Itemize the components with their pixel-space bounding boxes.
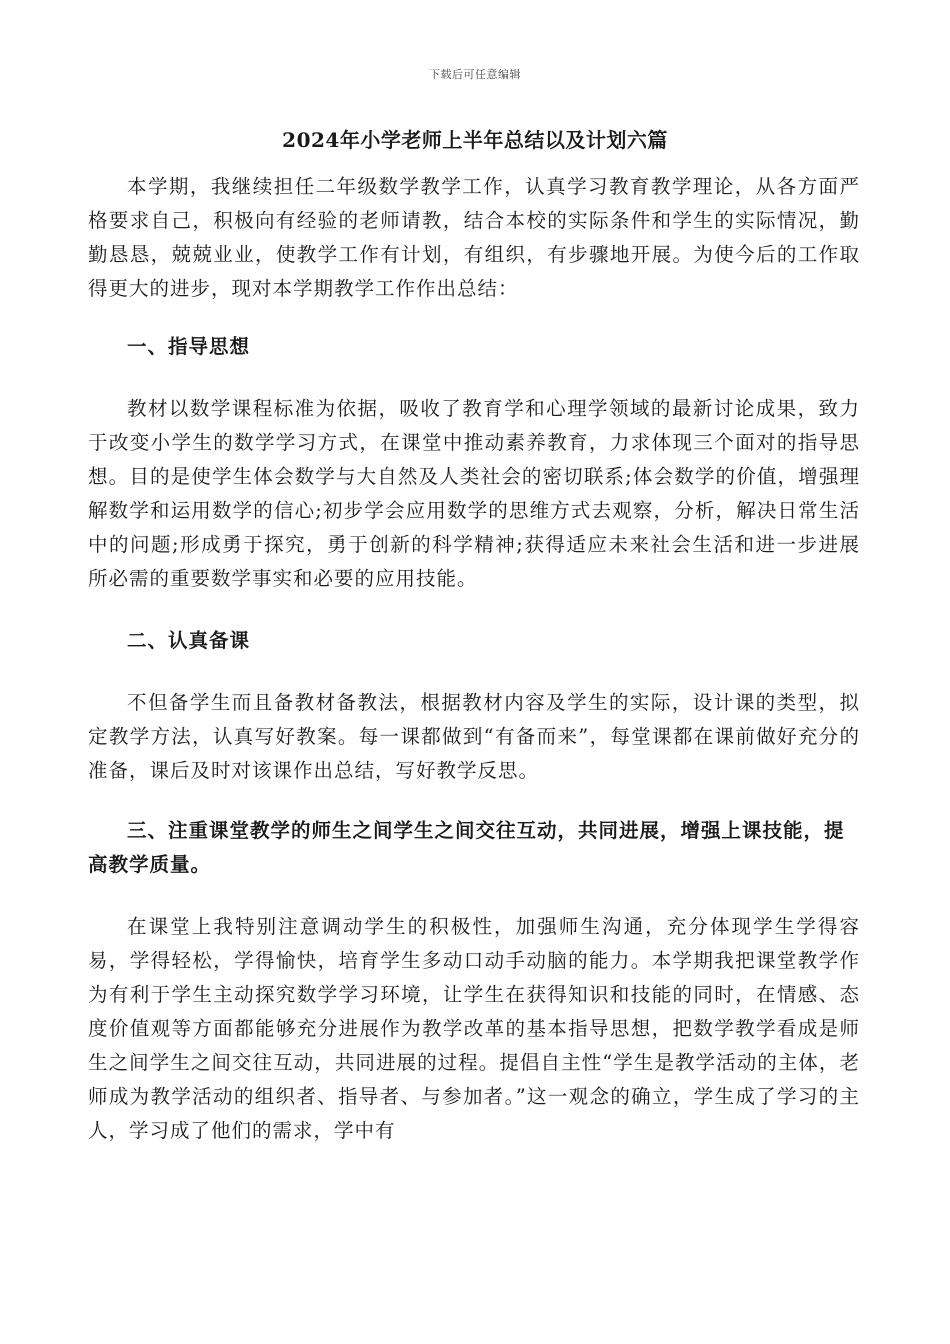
section-body-lesson-prep: 不但备学生而且备教材备教法，根据教材内容及学生的实际，设计课的类型，拟定教学方法，认真写好教案。每一课都做到“有备而来”，每堂课都在课前做好充分的准备，课后及时对该课作出总结，写好教学反思。 (88, 691, 860, 782)
header-note: 下载后可任意编辑 (429, 68, 521, 81)
document-title: 2024年小学老师上半年总结以及计划六篇 (282, 128, 668, 152)
section-heading-guiding-thought: 一、指导思想 (127, 335, 251, 358)
section-body-guiding-thought: 教材以数学课程标准为依据，吸收了教育学和心理学领域的最新讨论成果，致力于改变小学生的数学学习方式，在课堂中推动素养教育，力求体现三个面对的指导思想。目的是使学生体会数学与大自然及人类社会的密切联系;体会数学的价值，增强理解数学和运用数学的信心;初步学会应用数学的思维方式去观察，分析，解决日常生活中的问题;形成勇于探究，勇于创新的科学精神;获得适应未来社会生活和进一步进展所必需的重要数学事实和必要的应用技能。 (88, 397, 860, 590)
section-body-classroom-teaching: 在课堂上我特别注意调动学生的积极性，加强师生沟通，充分体现学生学得容易，学得轻松，学得愉快，培育学生多动口动手动脑的能力。本学期我把课堂教学作为有利于学生主动探究数学学习环境，让学生在获得知识和技能的同时，在情感、态度价值观等方面都能够充分进展作为教学改革的基本指导思想，把数学教学看成是师生之间学生之间交往互动，共同进展的过程。提倡自主性“学生是教学活动的主体，老师成为教学活动的组织者、指导者、与参加者。”这一观念的确立，学生成了学习的主人，学习成了他们的需求，学中有 (88, 915, 860, 1142)
section-heading-classroom-teaching: 三、注重课堂教学的师生之间学生之间交往互动，共同进展，增强上课技能，提高教学质量。 (88, 819, 845, 876)
section-heading-lesson-prep: 二、认真备课 (127, 629, 251, 652)
intro-paragraph: 本学期，我继续担任二年级数学教学工作，认真学习教育教学理论，从各方面严格要求自己，积极向有经验的老师请教，结合本校的实际条件和学生的实际情况，勤勤恳恳，兢兢业业，使教学工作有计划，有组织，有步骤地开展。为使今后的工作取得更大的进步，现对本学期教学工作作出总结： (88, 175, 860, 300)
document-body (88, 170, 860, 1148)
